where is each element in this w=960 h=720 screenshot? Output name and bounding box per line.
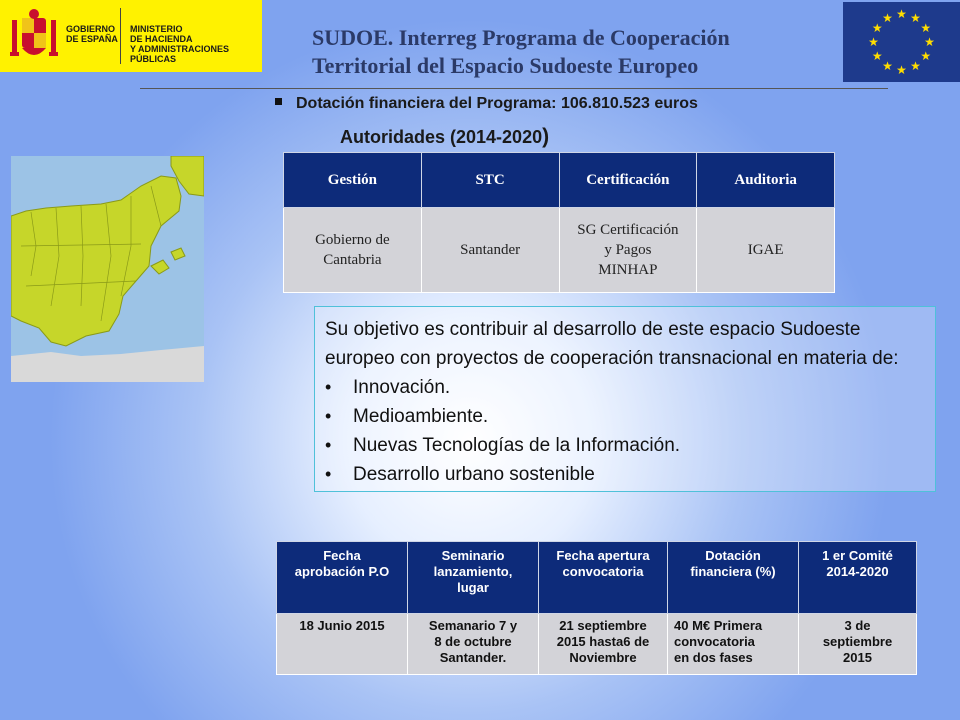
- table-row: [284, 208, 835, 293]
- header-dotacion: Dotación financiera (%): [668, 542, 799, 614]
- header-gestion: Gestión: [284, 153, 422, 208]
- list-item: • Medioambiente.: [325, 402, 680, 431]
- gobierno-espana-logo: [0, 0, 262, 72]
- table-row: [277, 614, 917, 675]
- objetivo-list: [325, 373, 680, 489]
- eu-star-icon: ★: [910, 59, 921, 74]
- header-stc: STC: [421, 153, 559, 208]
- eu-star-icon: ★: [896, 63, 907, 77]
- cell-fecha-aprobacion: 18 Junio 2015: [277, 614, 408, 675]
- authorities-header-row: [284, 153, 835, 208]
- dates-table: [276, 541, 917, 675]
- iberia-map: [11, 156, 204, 382]
- square-bullet-icon: [275, 98, 282, 105]
- cell-certificacion: SG Certificación y Pagos MINHAP: [559, 208, 697, 293]
- objetivo-intro: Su objetivo es contribuir al desarrollo de este espacio Sudoeste europeo con proyectos de cooperación transnacional en materia de:: [325, 319, 899, 369]
- cell-stc: Santander: [421, 208, 559, 293]
- gobierno-text: GOBIERNO DE ESPAÑA: [66, 24, 118, 44]
- eu-star-icon: ★: [868, 35, 879, 49]
- header-comite: 1 er Comité 2014-2020: [799, 542, 917, 614]
- page-title: SUDOE. Interreg Programa de Cooperación Territorial del Espacio Sudoeste Europeo: [312, 25, 730, 78]
- eu-star-icon: ★: [920, 49, 932, 63]
- eu-star-icon: ★: [896, 7, 907, 21]
- cell-gestion: Gobierno de Cantabria: [284, 208, 422, 293]
- authorities-table: [283, 152, 835, 293]
- bullet-icon: •: [325, 435, 332, 455]
- eu-star-icon: ★: [920, 21, 932, 35]
- ministerio-text: MINISTERIO DE HACIENDA Y ADMINISTRACIONES PÚBLICAS: [130, 24, 230, 64]
- cell-comite: 3 de septiembre 2015: [799, 614, 917, 675]
- logo-divider: [120, 8, 121, 64]
- bullet-icon: •: [325, 464, 332, 484]
- eu-star-icon: ★: [871, 49, 883, 63]
- header-auditoria: Auditoria: [697, 153, 835, 208]
- cell-auditoria: IGAE: [697, 208, 835, 293]
- eu-star-icon: ★: [871, 21, 883, 35]
- header-seminario: Seminario lanzamiento, lugar: [408, 542, 539, 614]
- title-divider: [140, 88, 888, 89]
- header-fecha-aprobacion: Fecha aprobación P.O: [277, 542, 408, 614]
- eu-star-icon: ★: [910, 10, 921, 25]
- bullet-icon: •: [325, 377, 332, 397]
- eu-star-icon: ★: [882, 59, 893, 74]
- list-item: • Nuevas Tecnologías de la Información.: [325, 431, 680, 460]
- objetivo-box: [314, 306, 936, 492]
- coat-of-arms-icon: [8, 6, 60, 66]
- eu-flag-icon: [843, 2, 960, 82]
- list-item: • Innovación.: [325, 373, 680, 402]
- eu-star-icon: ★: [882, 10, 893, 25]
- eu-star-icon: ★: [924, 35, 935, 49]
- dates-header-row: [277, 542, 917, 614]
- cell-dotacion: 40 M€ Primera convocatoria en dos fases: [668, 614, 799, 675]
- header-certificacion: Certificación: [559, 153, 697, 208]
- cell-seminario: Semanario 7 y 8 de octubre Santander.: [408, 614, 539, 675]
- bullet-icon: •: [325, 406, 332, 426]
- cell-fecha-apertura: 21 septiembre 2015 hasta6 de Noviembre: [539, 614, 668, 675]
- list-item: • Desarrollo urbano sostenible: [325, 460, 680, 489]
- dotacion-line: Dotación financiera del Programa: 106.810.523 euros: [275, 95, 698, 113]
- autoridades-heading: Autoridades (2014-2020): [340, 125, 550, 148]
- header-fecha-apertura: Fecha apertura convocatoria: [539, 542, 668, 614]
